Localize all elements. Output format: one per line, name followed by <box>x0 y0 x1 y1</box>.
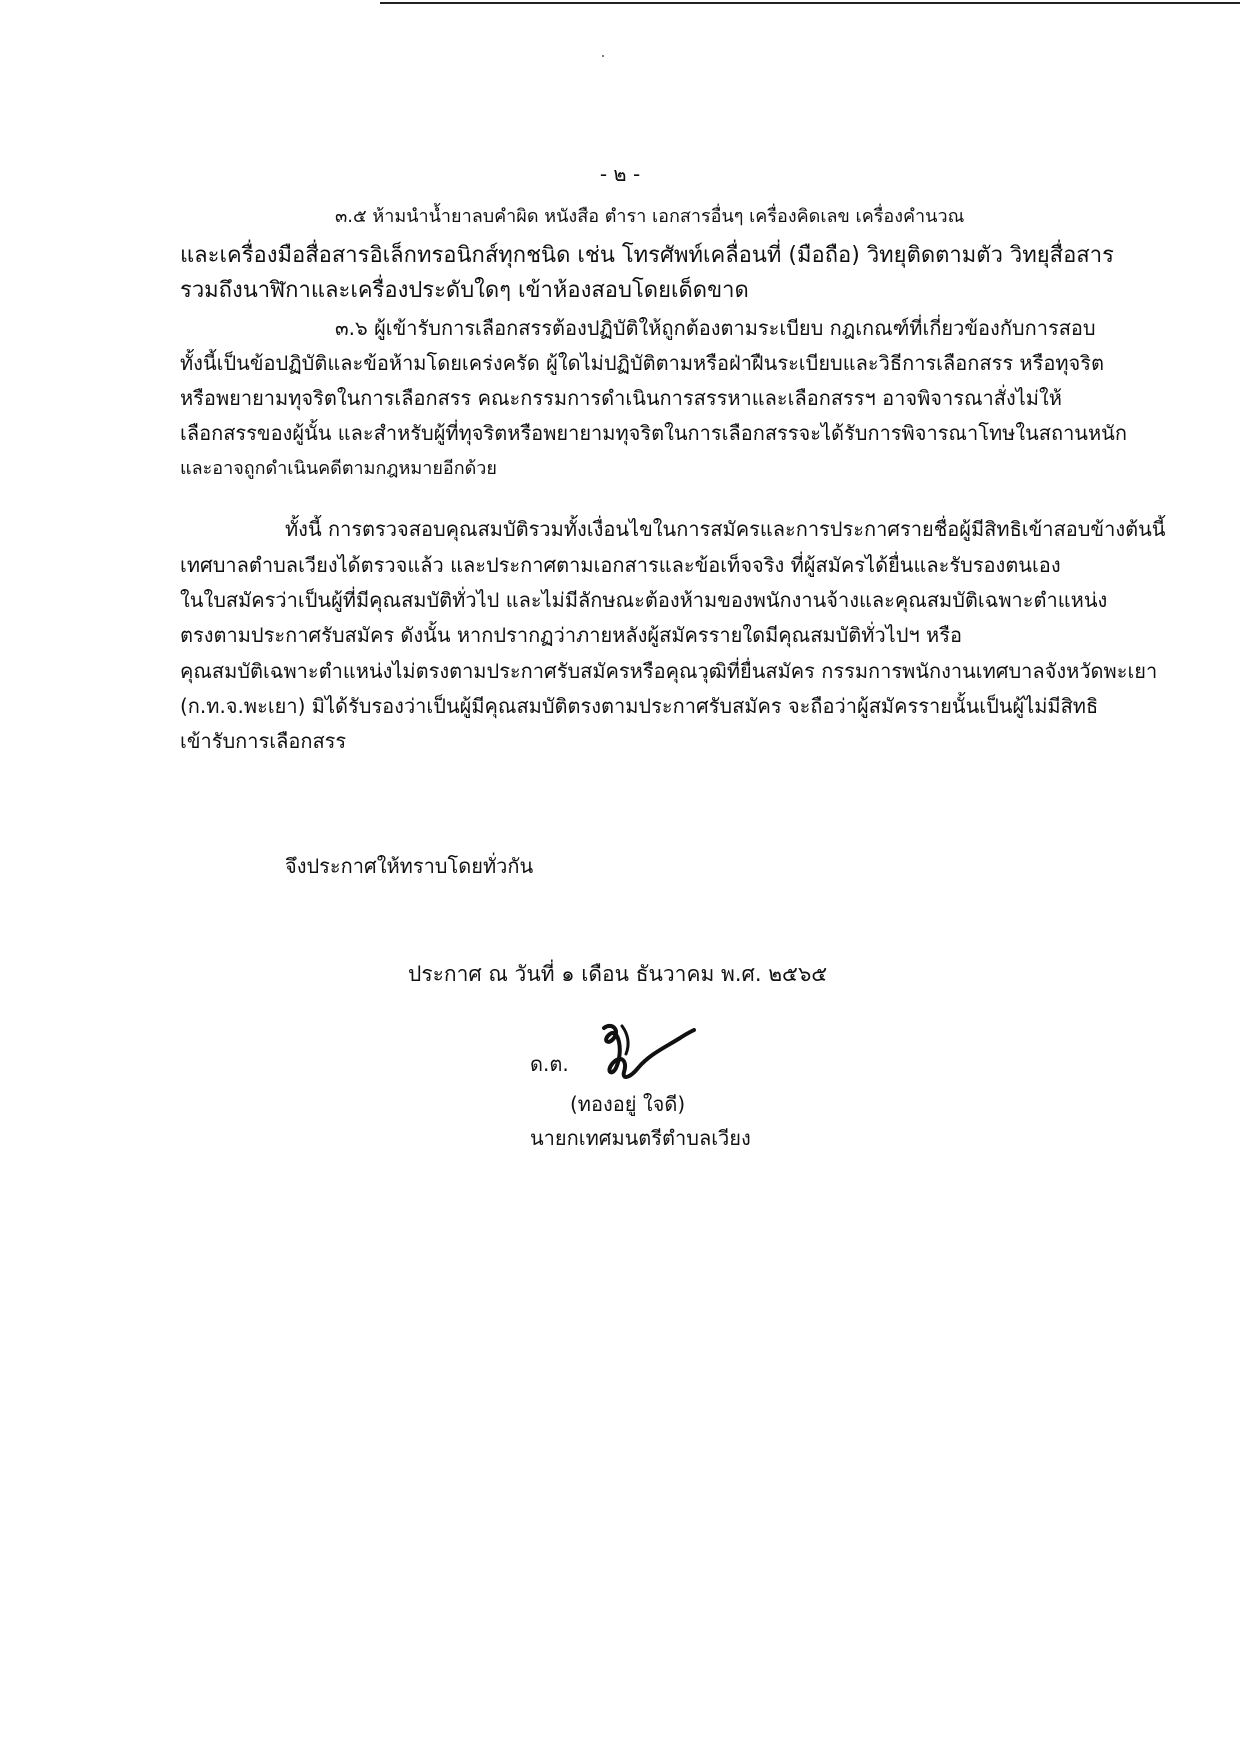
main-paragraph-line-4: ตรงตามประกาศรับสมัคร ดังนั้น หากปรากฏว่าภายหลังผู้สมัครรายใดมีคุณสมบัติทั่วไปฯ หรือ <box>180 623 962 647</box>
main-paragraph-line-2: เทศบาลตำบลเวียงได้ตรวจแล้ว และประกาศตามเอกสารและข้อเท็จจริง ที่ผู้สมัครได้ยื่นและรับรองตนเอง <box>180 553 1061 577</box>
clause-3-5-line-2: และเครื่องมือสื่อสารอิเล็กทรอนิกส์ทุกชนิด เช่น โทรศัพท์เคลื่อนที่ (มือถือ) วิทยุติดตามตัว วิทยุสื่อสาร <box>180 243 1114 268</box>
signer-name: (ทองอยู่ ใจดี) <box>570 1092 686 1116</box>
page-number: - ๒ - <box>599 162 641 186</box>
scan-speck <box>602 55 604 57</box>
main-paragraph-line-7: เข้ารับการเลือกสรร <box>180 729 347 753</box>
handwritten-signature <box>594 1020 704 1090</box>
clause-3-6-line-2: ทั้งนี้เป็นข้อปฏิบัติและข้อห้ามโดยเคร่งครัด ผู้ใดไม่ปฏิบัติตามหรือฝ่าฝืนระเบียบและวิธีการเลือกสรร หรือทุจริต <box>180 351 1104 375</box>
signer-title: นายกเทศมนตรีตำบลเวียง <box>530 1126 751 1150</box>
signature-block <box>530 1020 830 1160</box>
clause-3-5-line-1: ๓.๕ ห้ามนำน้ำยาลบคำผิด หนังสือ ตำรา เอกสารอื่นๆ เครื่องคิดเลข เครื่องคำนวณ <box>335 206 965 227</box>
main-paragraph-line-1: ทั้งนี้ การตรวจสอบคุณสมบัติรวมทั้งเงื่อนไขในการสมัครและการประกาศรายชื่อผู้มีสิทธิเข้าสอบข้างต้นนี้ <box>285 517 1166 541</box>
main-paragraph-line-3: ในใบสมัครว่าเป็นผู้ที่มีคุณสมบัติทั่วไป และไม่มีลักษณะต้องห้ามของพนักงานจ้างและคุณสมบัติเฉพาะตำแหน่ง <box>180 588 1108 612</box>
clause-3-6-line-3: หรือพยายามทุจริตในการเลือกสรร คณะกรรมการดำเนินการสรรหาและเลือกสรรฯ อาจพิจารณาสั่งไม่ให้ <box>180 386 1062 410</box>
clause-3-6-line-1: ๓.๖ ผู้เข้ารับการเลือกสรรต้องปฏิบัติให้ถูกต้องตามระเบียบ กฎเกณฑ์ที่เกี่ยวข้องกับการสอบ <box>335 316 1096 340</box>
top-border-line <box>380 2 1240 4</box>
announcement-date: ประกาศ ณ วันที่ ๑ เดือน ธันวาคม พ.ศ. ๒๕๖๕ <box>408 962 828 986</box>
clause-3-6-line-5: และอาจถูกดำเนินคดีตามกฎหมายอีกด้วย <box>180 458 497 479</box>
clause-3-5-line-3: รวมถึงนาฬิกาและเครื่องประดับใดๆ เข้าห้องสอบโดยเด็ดขาด <box>180 278 749 303</box>
main-paragraph-line-5: คุณสมบัติเฉพาะตำแหน่งไม่ตรงตามประกาศรับสมัครหรือคุณวุฒิที่ยื่นสมัคร กรรมการพนักงานเทศบาลจังหวัดพะเยา <box>180 659 1158 683</box>
clause-3-6-line-4: เลือกสรรของผู้นั้น และสำหรับผู้ที่ทุจริตหรือพยายามทุจริตในการเลือกสรรจะได้รับการพิจารณาโทษในสถานหนัก <box>180 421 1127 445</box>
main-paragraph-line-6: (ก.ท.จ.พะเยา) มิได้รับรองว่าเป็นผู้มีคุณสมบัติตรงตามประกาศรับสมัคร จะถือว่าผู้สมัครรายนั้นเป็นผู้ไม่มีสิทธิ <box>180 694 1099 718</box>
signer-rank: ด.ต. <box>530 1052 569 1076</box>
closing-statement: จึงประกาศให้ทราบโดยทั่วกัน <box>285 854 534 878</box>
